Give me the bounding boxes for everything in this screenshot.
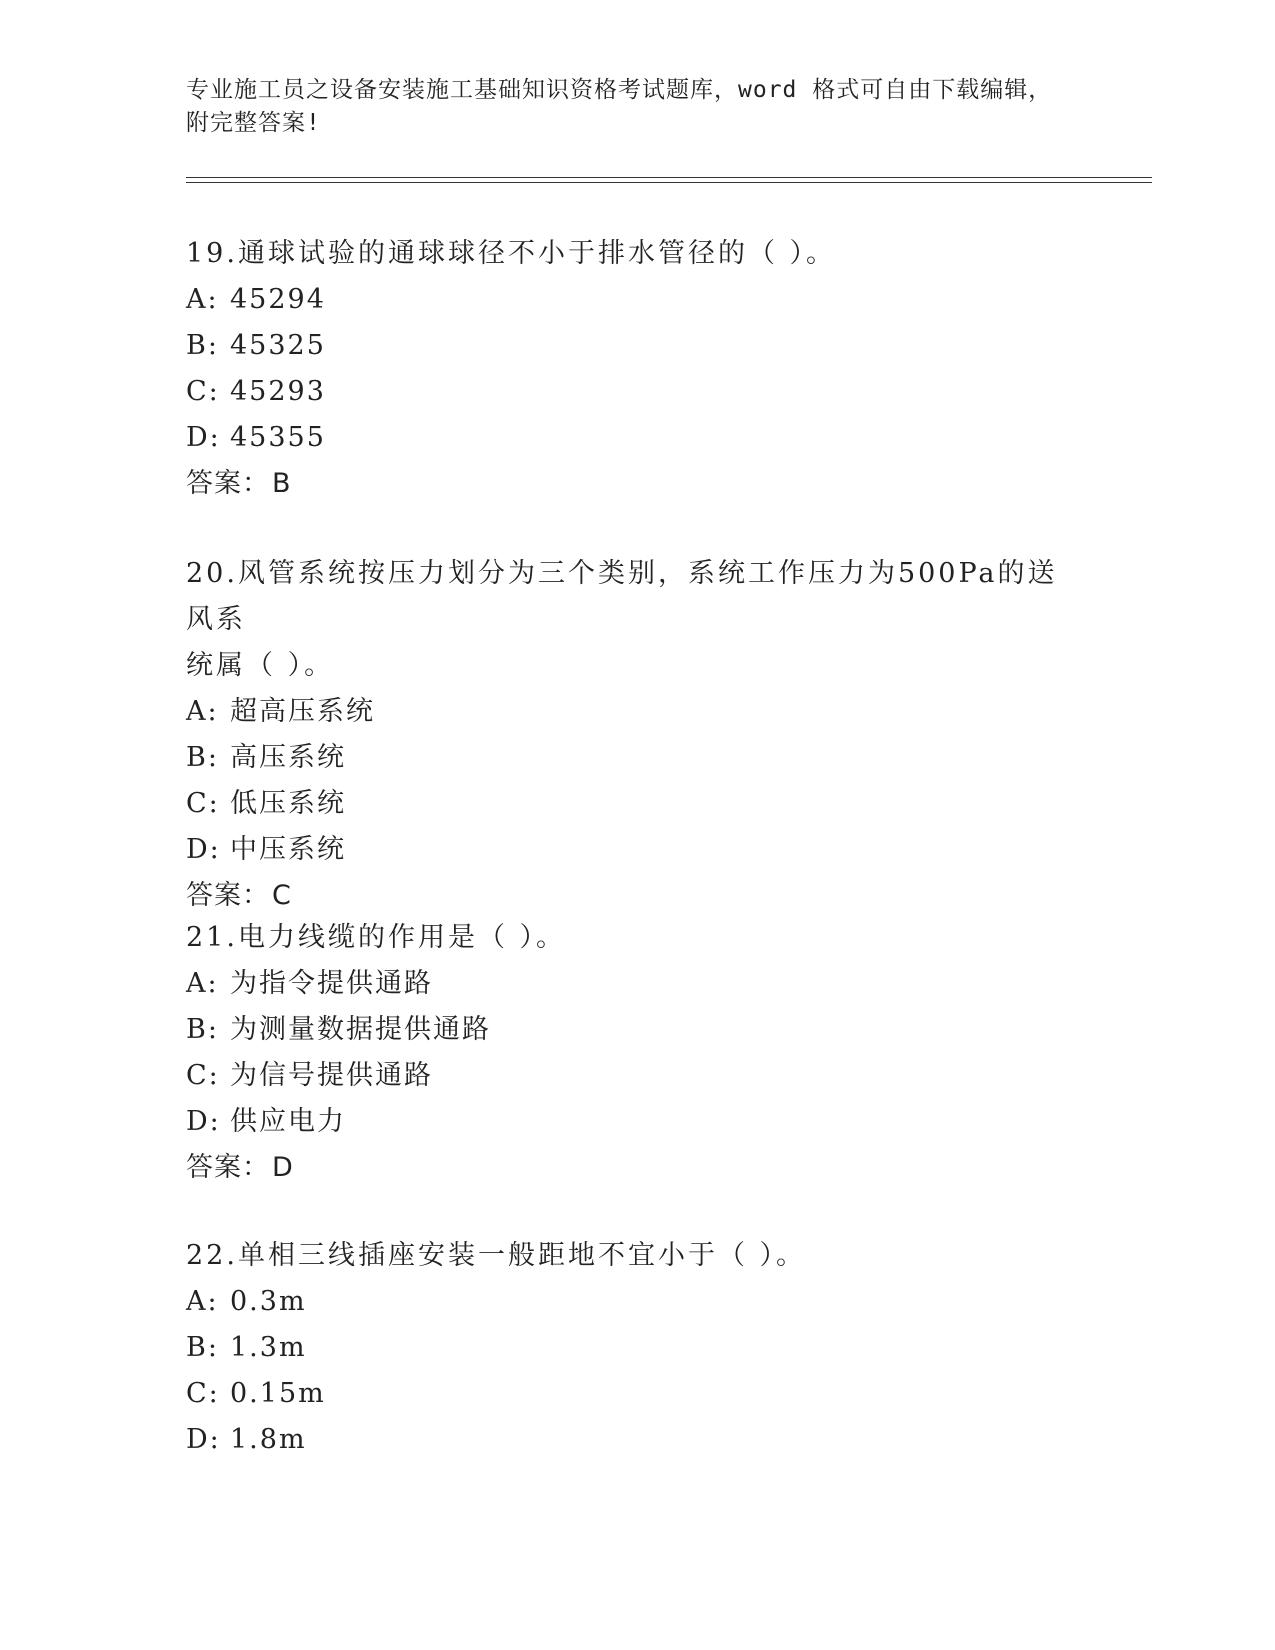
- option-c: [186, 369, 1086, 415]
- option-text: 45325: [230, 330, 326, 361]
- answer-label: 答案：: [186, 468, 270, 499]
- option-text: 45294: [230, 284, 326, 315]
- answer-value: B: [272, 468, 292, 499]
- option-label: D:: [186, 834, 221, 865]
- question-20: [186, 551, 1086, 919]
- option-c: [186, 1053, 1086, 1099]
- option-c: [186, 1371, 1086, 1417]
- option-text: 为信号提供通路: [230, 1060, 433, 1091]
- answer-line: [186, 873, 1086, 919]
- question-22: [186, 1233, 1086, 1463]
- option-text: 超高压系统: [230, 696, 375, 727]
- option-a: [186, 1279, 1086, 1325]
- question-stem: 21.电力线缆的作用是（ ）。: [186, 922, 567, 953]
- answer-label: 答案：: [186, 880, 270, 911]
- question-19: [186, 231, 1086, 507]
- option-text: 为指令提供通路: [230, 968, 433, 999]
- option-a: [186, 961, 1086, 1007]
- option-d: [186, 827, 1086, 873]
- option-text: 低压系统: [230, 788, 346, 819]
- answer-line: [186, 461, 1086, 507]
- header-divider-bottom: [186, 182, 1152, 183]
- option-b: [186, 735, 1086, 781]
- option-text: 1.8m: [230, 1424, 307, 1455]
- option-label: C:: [186, 1060, 220, 1091]
- option-text: 为测量数据提供通路: [230, 1014, 491, 1045]
- document-header: [186, 74, 1066, 140]
- option-label: A:: [186, 1286, 219, 1317]
- option-label: C:: [186, 376, 220, 407]
- option-label: A:: [186, 968, 219, 999]
- option-b: [186, 323, 1086, 369]
- option-text: 0.15m: [230, 1378, 326, 1409]
- header-line-1: 专业施工员之设备安装施工基础知识资格考试题库，word 格式可自由下载编辑，: [186, 77, 1053, 103]
- question-stem: 19.通球试验的通球球径不小于排水管径的（ ）。: [186, 238, 837, 269]
- question-stem: 22.单相三线插座安装一般距地不宜小于（ ）。: [186, 1240, 807, 1271]
- option-label: B:: [186, 1014, 219, 1045]
- answer-line: [186, 1145, 1086, 1191]
- option-d: [186, 415, 1086, 461]
- answer-label: 答案：: [186, 1152, 270, 1183]
- option-label: A:: [186, 696, 219, 727]
- option-text: 1.3m: [230, 1332, 307, 1363]
- option-b: [186, 1325, 1086, 1371]
- option-label: B:: [186, 742, 219, 773]
- option-label: D:: [186, 1106, 221, 1137]
- option-c: [186, 781, 1086, 827]
- option-label: C:: [186, 1378, 220, 1409]
- option-d: [186, 1099, 1086, 1145]
- header-divider-top: [186, 177, 1152, 178]
- option-label: D:: [186, 422, 221, 453]
- question-stem: 20.风管系统按压力划分为三个类别，系统工作压力为500Pa的送风系: [186, 558, 1058, 635]
- option-text: 高压系统: [230, 742, 346, 773]
- option-text: 供应电力: [230, 1106, 346, 1137]
- header-line-2: 附完整答案!: [186, 110, 321, 136]
- option-text: 中压系统: [230, 834, 346, 865]
- question-21: [186, 915, 1086, 1191]
- option-label: B:: [186, 330, 219, 361]
- question-stem-continued: 统属（ ）。: [186, 650, 335, 681]
- option-label: B:: [186, 1332, 219, 1363]
- answer-value: C: [272, 880, 292, 911]
- option-text: 45293: [230, 376, 326, 407]
- option-a: [186, 689, 1086, 735]
- option-label: A:: [186, 284, 219, 315]
- option-label: C:: [186, 788, 220, 819]
- option-b: [186, 1007, 1086, 1053]
- option-text: 0.3m: [230, 1286, 307, 1317]
- option-label: D:: [186, 1424, 221, 1455]
- option-d: [186, 1417, 1086, 1463]
- option-a: [186, 277, 1086, 323]
- answer-value: D: [272, 1152, 294, 1183]
- option-text: 45355: [230, 422, 326, 453]
